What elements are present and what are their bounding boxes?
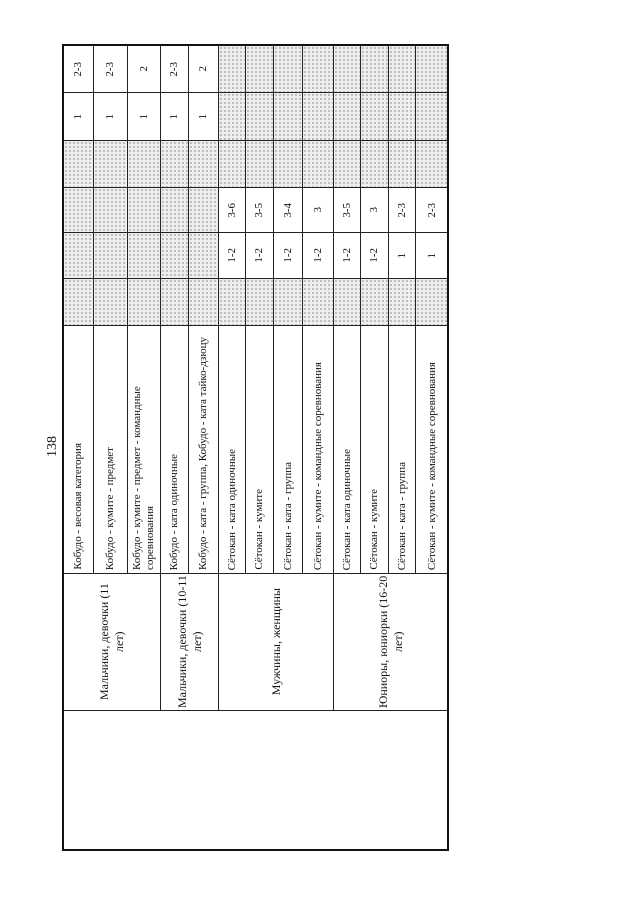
table-cell bbox=[245, 278, 274, 326]
table-cell bbox=[415, 187, 449, 233]
table-cell bbox=[360, 45, 389, 93]
cell-value: 1 bbox=[72, 113, 84, 120]
table-cell bbox=[333, 45, 361, 93]
table-cell bbox=[302, 187, 334, 233]
table-cell bbox=[160, 45, 189, 93]
table-cell bbox=[333, 92, 361, 141]
table-cell bbox=[93, 187, 128, 233]
table-cell bbox=[333, 232, 361, 279]
cell-value: 2-3 bbox=[395, 202, 408, 218]
group-label: Юниоры, юниорки (16-20 лет) bbox=[376, 575, 405, 709]
table-cell bbox=[415, 92, 449, 141]
table-cell bbox=[302, 232, 334, 279]
table-cell bbox=[63, 187, 94, 233]
table-cell bbox=[388, 140, 416, 188]
table-cell bbox=[360, 92, 389, 141]
table-cell bbox=[63, 278, 94, 326]
discipline-label: Кобудо - кумите - предмет - командные соревнования bbox=[131, 386, 156, 570]
group-cell bbox=[63, 573, 161, 711]
cell-value: 1 bbox=[137, 113, 150, 120]
table-cell bbox=[388, 232, 416, 279]
discipline-label: Сётокан - кумите - командные соревнования bbox=[425, 361, 438, 570]
table-cell bbox=[388, 92, 416, 141]
table-cell bbox=[127, 140, 161, 188]
cell-value: 3-6 bbox=[225, 202, 238, 218]
cell-value: 2-3 bbox=[104, 61, 116, 77]
discipline-cell bbox=[415, 325, 449, 574]
cell-value: 2-3 bbox=[168, 61, 180, 77]
cell-value: 1-2 bbox=[281, 248, 294, 263]
discipline-cell bbox=[127, 325, 161, 574]
table-cell bbox=[360, 187, 389, 233]
table-cell bbox=[360, 232, 389, 279]
table-cell bbox=[273, 187, 303, 233]
group-cell bbox=[160, 573, 219, 711]
table-cell bbox=[415, 140, 449, 188]
table-cell bbox=[273, 45, 303, 93]
table-cell bbox=[245, 187, 274, 233]
table-cell bbox=[127, 92, 161, 141]
table-cell bbox=[273, 278, 303, 326]
cell-value: 1-2 bbox=[225, 248, 238, 263]
cell-value: 3 bbox=[311, 207, 324, 213]
discipline-label: Сётокан - кумите bbox=[253, 489, 265, 570]
group-label: Мальчики, девочки (10-11 лет) bbox=[174, 575, 204, 709]
cell-value: 1-2 bbox=[253, 248, 265, 263]
table-cell bbox=[218, 140, 246, 188]
table-cell bbox=[63, 140, 94, 188]
table-cell bbox=[415, 232, 449, 279]
table-cell bbox=[160, 187, 189, 233]
discipline-label: Сётокан - кумите bbox=[368, 489, 380, 570]
cell-value: 1 bbox=[395, 252, 408, 259]
table-cell bbox=[160, 232, 189, 279]
discipline-label: Сётокан - ката - группа bbox=[395, 461, 408, 570]
cell-value: 3-5 bbox=[340, 202, 353, 218]
table-cell bbox=[388, 45, 416, 93]
table-cell bbox=[360, 140, 389, 188]
cell-value: 3 bbox=[368, 207, 380, 213]
discipline-cell bbox=[93, 325, 128, 574]
table-cell bbox=[188, 278, 219, 326]
table-cell bbox=[218, 232, 246, 279]
group-cell bbox=[218, 573, 334, 711]
table-cell bbox=[245, 45, 274, 93]
table-cell bbox=[93, 278, 128, 326]
group-label: Мужчины, женщины bbox=[268, 588, 283, 696]
table-cell bbox=[127, 45, 161, 93]
table-cell bbox=[273, 92, 303, 141]
cell-value: 1 bbox=[425, 252, 438, 259]
table-cell bbox=[302, 140, 334, 188]
table-cell bbox=[160, 278, 189, 326]
cell-value: 3-4 bbox=[281, 202, 294, 218]
cell-value: 1 bbox=[168, 113, 180, 120]
table-cell bbox=[302, 45, 334, 93]
table-cell bbox=[218, 278, 246, 326]
table-cell bbox=[245, 232, 274, 279]
discipline-cell bbox=[160, 325, 189, 574]
table-cell bbox=[218, 187, 246, 233]
discipline-cell bbox=[273, 325, 303, 574]
cell-value: 1 bbox=[197, 113, 209, 120]
discipline-cell bbox=[245, 325, 274, 574]
discipline-cell bbox=[218, 325, 246, 574]
table-cell bbox=[302, 92, 334, 141]
discipline-label: Сётокан - кумите - командные соревнования bbox=[311, 361, 324, 570]
table-cell bbox=[93, 92, 128, 141]
table-cell bbox=[245, 140, 274, 188]
page-number: 138 bbox=[45, 436, 60, 457]
discipline-label: Кобудо - ката одиночные bbox=[168, 453, 180, 570]
discipline-cell bbox=[188, 325, 219, 574]
cell-value: 2 bbox=[137, 66, 150, 72]
table-cell bbox=[302, 278, 334, 326]
table-cell bbox=[333, 140, 361, 188]
table-cell bbox=[388, 278, 416, 326]
discipline-cell bbox=[333, 325, 361, 574]
table-cell bbox=[333, 187, 361, 233]
discipline-cell bbox=[360, 325, 389, 574]
group-label: Мальчики, девочки (11 лет) bbox=[97, 583, 126, 701]
table-cell bbox=[93, 45, 128, 93]
empty-cell bbox=[63, 710, 449, 851]
table-cell bbox=[63, 232, 94, 279]
table-cell bbox=[63, 45, 94, 93]
table-cell bbox=[188, 92, 219, 141]
table-cell bbox=[127, 187, 161, 233]
table-cell bbox=[188, 187, 219, 233]
table-cell bbox=[245, 92, 274, 141]
cell-value: 3-5 bbox=[253, 202, 265, 218]
discipline-cell bbox=[302, 325, 334, 574]
discipline-label: Сётокан - ката одиночные bbox=[225, 448, 238, 570]
discipline-label: Кобудо - весовая категория bbox=[72, 443, 84, 570]
discipline-label: Сётокан - ката - группа bbox=[281, 461, 294, 570]
cell-value: 2 bbox=[197, 66, 209, 72]
table-cell bbox=[188, 232, 219, 279]
discipline-label: Кобудо - кумите - предмет bbox=[104, 446, 116, 570]
table-cell bbox=[93, 232, 128, 279]
table-cell bbox=[360, 278, 389, 326]
cell-value: 1-2 bbox=[311, 248, 324, 263]
table-cell bbox=[273, 140, 303, 188]
cell-value: 1-2 bbox=[368, 248, 380, 263]
cell-value: 2-3 bbox=[72, 61, 84, 77]
table-cell bbox=[415, 278, 449, 326]
table-cell bbox=[188, 45, 219, 93]
table-cell bbox=[388, 187, 416, 233]
discipline-cell bbox=[388, 325, 416, 574]
cell-value: 2-3 bbox=[425, 202, 438, 218]
discipline-label: Сётокан - ката одиночные bbox=[340, 448, 353, 570]
table-cell bbox=[218, 45, 246, 93]
table-cell bbox=[160, 92, 189, 141]
table-cell bbox=[188, 140, 219, 188]
table-cell bbox=[333, 278, 361, 326]
table-cell bbox=[415, 45, 449, 93]
table-cell bbox=[160, 140, 189, 188]
table-cell bbox=[273, 232, 303, 279]
cell-value: 1-2 bbox=[340, 248, 353, 263]
table-cell bbox=[63, 92, 94, 141]
table-cell bbox=[127, 232, 161, 279]
group-cell bbox=[333, 573, 449, 711]
discipline-label: Кобудо - ката - группа, Кобудо - ката тайко-дзюцу bbox=[197, 336, 209, 570]
table-cell bbox=[127, 278, 161, 326]
cell-value: 1 bbox=[104, 113, 116, 120]
table-cell bbox=[93, 140, 128, 188]
discipline-cell bbox=[63, 325, 94, 574]
table-cell bbox=[218, 92, 246, 141]
